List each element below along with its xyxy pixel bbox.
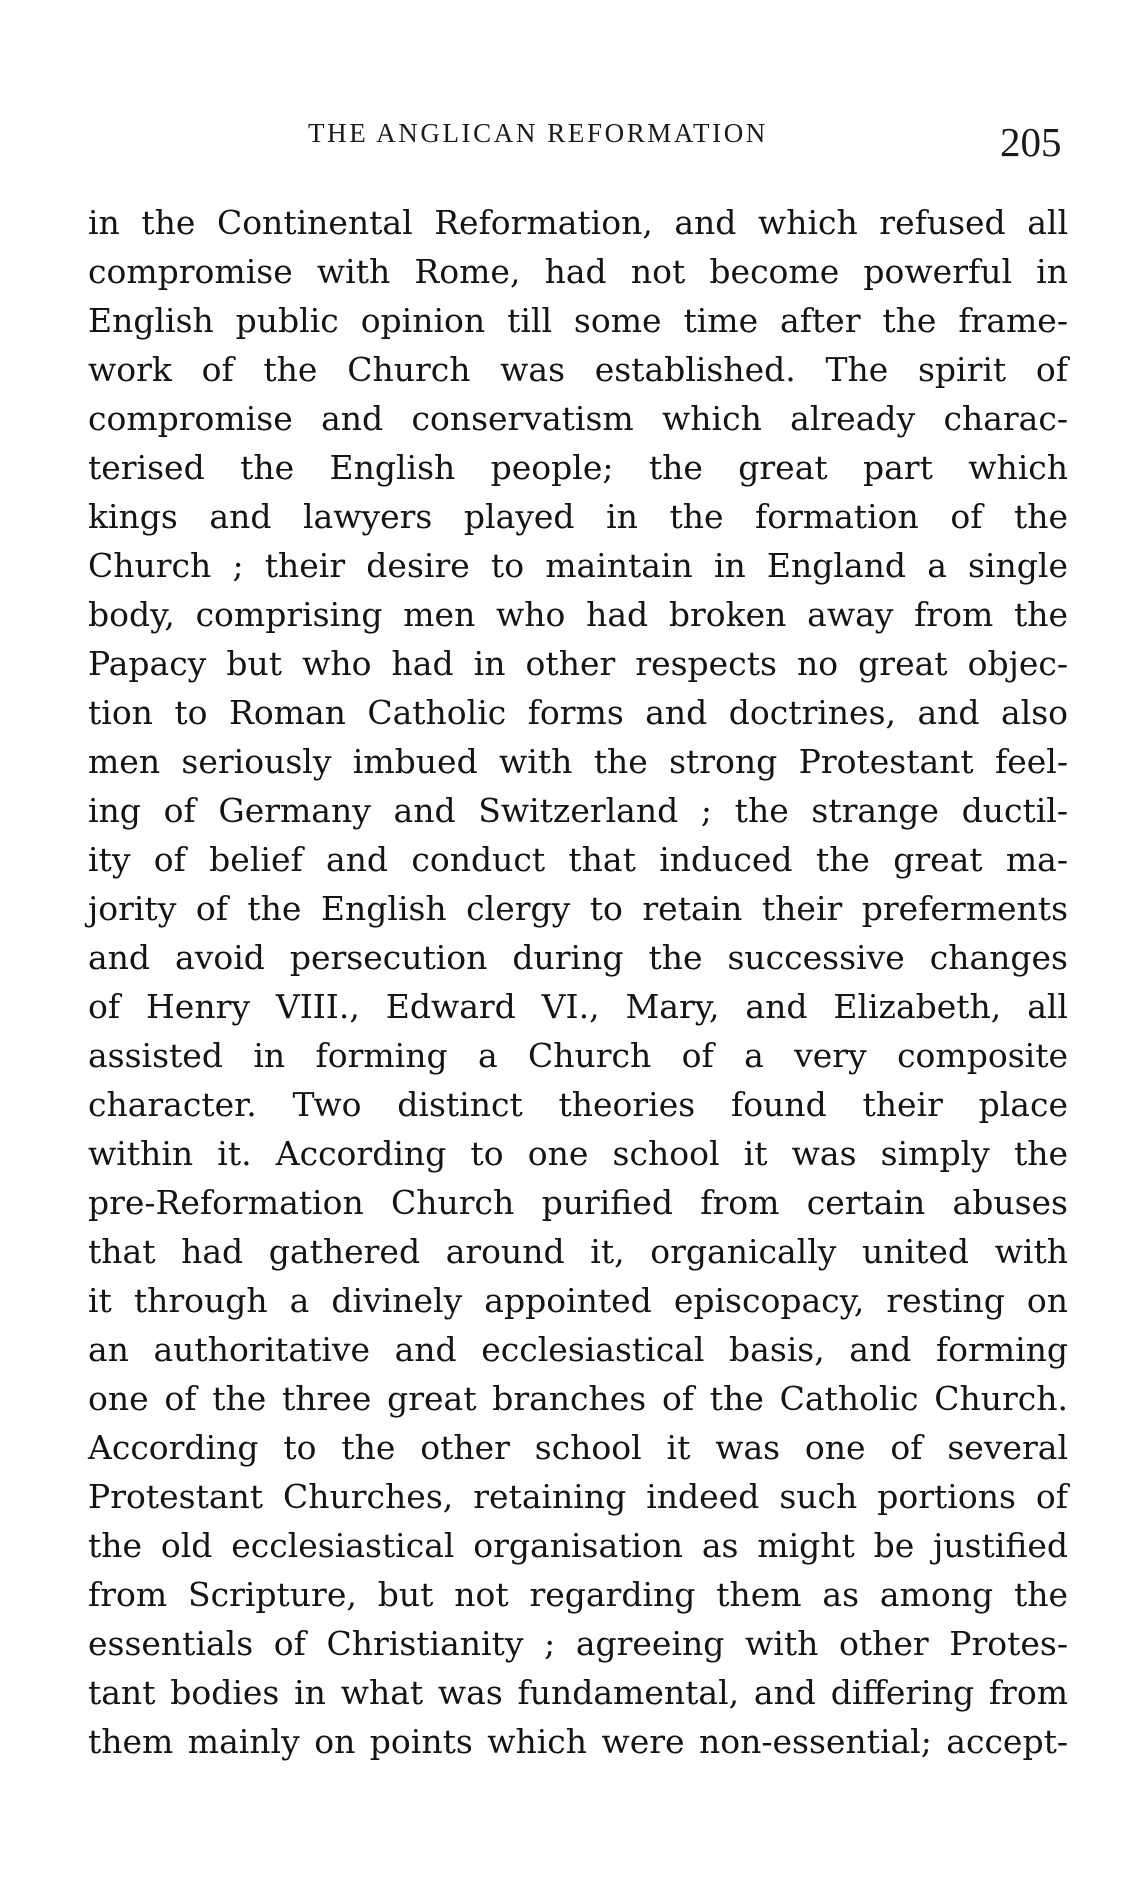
text-line: English public opinion till some time after the frame- [88,301,1068,340]
running-head-title: THE ANGLICAN REFORMATION [308,118,768,148]
text-line: work of the Church was established. The spirit of [88,350,1068,389]
text-line: the old ecclesiastical organisation as might be justified [88,1526,1068,1565]
text-line: an authoritative and ecclesiastical basis, and forming [88,1330,1068,1369]
text-line: assisted in forming a Church of a very composite [88,1036,1068,1075]
text-line: According to the other school it was one of several [88,1428,1068,1467]
text-line: it through a divinely appointed episcopacy, resting on [88,1281,1068,1320]
text-line: Protestant Churches, retaining indeed such portions of [88,1477,1068,1516]
text-line: tion to Roman Catholic forms and doctrines, and also [88,693,1068,732]
text-line: character. Two distinct theories found their place [88,1085,1068,1124]
text-line: body, comprising men who had broken away from the [88,595,1068,634]
text-line: terised the English people; the great part which [88,448,1068,487]
text-line: compromise and conservatism which already charac- [88,399,1068,438]
text-line: Church ; their desire to maintain in England a single [88,546,1068,585]
text-line: that had gathered around it, organically united with [88,1232,1068,1271]
text-line: jority of the English clergy to retain their preferments [88,889,1068,928]
text-line: kings and lawyers played in the formation of the [88,497,1068,536]
text-line: within it. According to one school it was simply the [88,1134,1068,1173]
text-line: them mainly on points which were non-essential; accept- [88,1722,1068,1761]
body-paragraph [88,198,1068,1766]
text-line: and avoid persecution during the successive changes [88,938,1068,977]
text-line: compromise with Rome, had not become powerful in [88,252,1068,291]
text-line: ity of belief and conduct that induced the great ma- [88,840,1068,879]
text-line: from Scripture, but not regarding them as among the [88,1575,1068,1614]
text-line: ing of Germany and Switzerland ; the strange ductil- [88,791,1068,830]
text-line: tant bodies in what was fundamental, and differing from [88,1673,1068,1712]
text-line: Papacy but who had in other respects no great objec- [88,644,1068,683]
text-line: pre-Reformation Church purified from certain abuses [88,1183,1068,1222]
text-line: of Henry VIII., Edward VI., Mary, and Elizabeth, all [88,987,1068,1026]
text-line: in the Continental Reformation, and which refused all [88,203,1068,242]
text-line: men seriously imbued with the strong Protestant feel- [88,742,1068,781]
text-line: one of the three great branches of the Catholic Church. [88,1379,1068,1418]
page-number: 205 [1000,119,1062,165]
text-line: essentials of Christianity ; agreeing with other Protes- [88,1624,1068,1663]
